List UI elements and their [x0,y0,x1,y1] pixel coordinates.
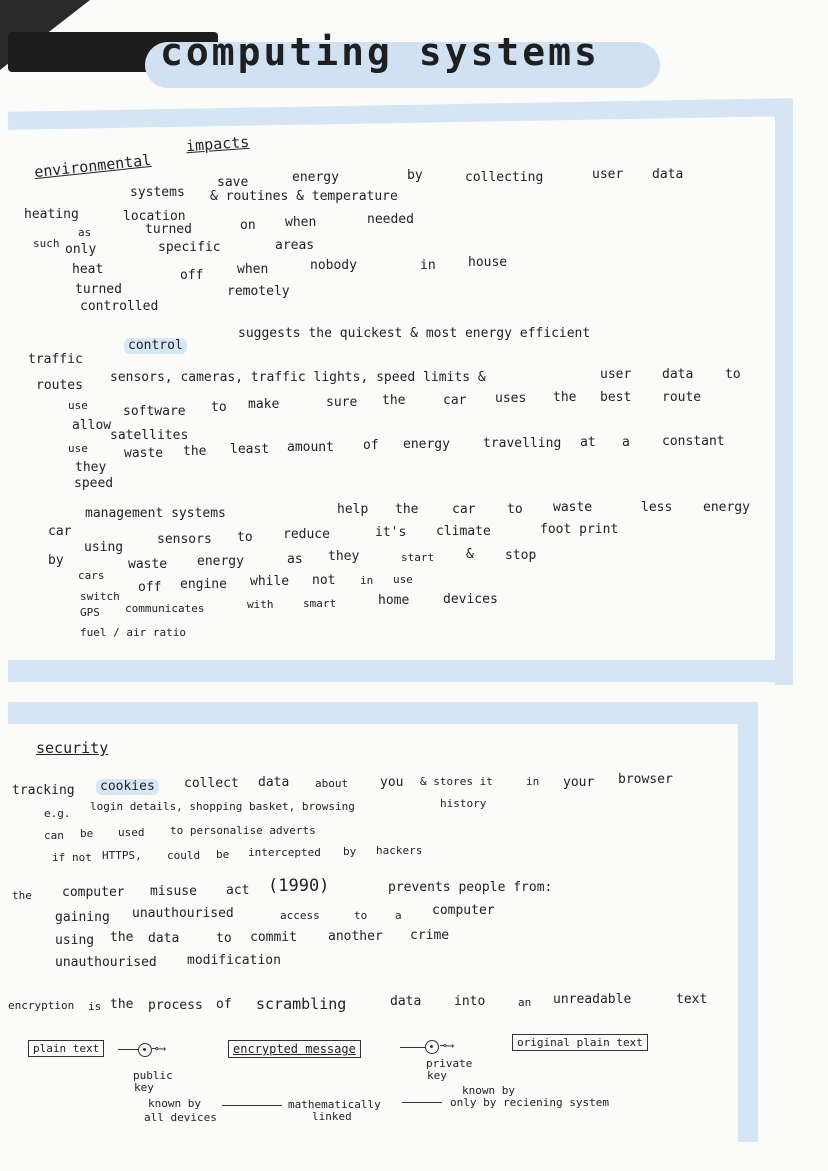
text: the [553,390,577,405]
env-box-right [775,105,793,685]
text: not [312,573,336,588]
text: e.g. [44,807,71,820]
text: at [580,435,596,450]
text: misuse [150,884,197,899]
text: specific [158,240,221,255]
text: the [382,393,406,408]
text: least [230,442,270,457]
link-line [402,1102,442,1103]
text: into [454,994,486,1009]
text: travelling [483,436,562,451]
text: hackers [376,844,423,857]
text: areas [275,238,315,253]
text: with [247,598,274,611]
text: only [65,242,97,257]
private-key-icon [425,1040,439,1054]
text: the [395,502,419,517]
text: be [80,827,94,840]
security-heading: security [36,739,109,757]
public-key-icon [138,1043,152,1057]
text: known by [462,1084,515,1097]
text: user [592,167,624,182]
text: help [337,502,369,517]
env-box-bottom [8,660,793,682]
text: car [443,393,467,408]
text: to [216,931,232,946]
text: intercepted [248,846,321,859]
text: energy [703,500,750,515]
text: software [123,404,186,419]
text: heat [72,262,104,277]
link-line [222,1105,282,1106]
text: key [427,1069,447,1082]
original-text-box: original plain text [512,1034,648,1051]
plain-text-box: plain text [28,1040,104,1057]
text: in [360,574,374,587]
text: cookies [96,779,159,795]
text: location [123,209,186,224]
text: nobody [310,258,357,273]
text: speed [74,476,114,491]
text: & [466,547,474,562]
text: the [183,444,207,459]
text: of [363,438,379,453]
text: the [110,930,134,945]
text: devices [443,592,498,607]
text: access [280,909,320,922]
text: start [401,551,435,564]
text: best [600,390,632,405]
text: collecting [465,170,544,185]
text: sensors, cameras, traffic lights, speed limits & [110,370,486,385]
text: communicates [125,602,205,615]
text: waste [553,500,593,515]
text: only by reciening system [450,1096,609,1109]
text: GPS [80,606,100,619]
text: data [148,931,180,946]
text: to [237,530,253,545]
text: off [180,268,204,283]
text: your [563,775,595,790]
text: computer [432,903,495,918]
text: engine [180,577,227,592]
text: a [622,435,630,450]
text: you [380,775,404,790]
text: off [138,580,162,595]
text: an [518,996,532,1009]
sec-box-top [8,702,758,724]
text: modification [187,953,281,968]
text: all devices [144,1111,217,1124]
text: key [134,1081,154,1094]
text: stop [505,548,537,563]
text: in [526,775,540,788]
text: if [52,851,66,864]
env-heading-2: impacts [185,132,250,156]
text: as [287,552,303,567]
text: suggests the quickest & most energy efficient [238,326,591,341]
text: such [33,237,60,250]
text: known by [148,1097,201,1110]
text: reduce [283,527,330,542]
text: amount [287,440,334,455]
text: scrambling [256,995,347,1013]
text: act [226,883,250,898]
text: sensors [157,532,212,547]
text: the [12,889,32,902]
encrypted-message-box: encrypted message [228,1040,361,1058]
text: uses [495,391,527,406]
text: (1990) [268,876,330,896]
sec-box-right [738,702,758,1142]
arrow [400,1047,425,1048]
text: fuel / air ratio [80,626,186,639]
text: by [407,168,423,183]
text: controlled [80,299,159,314]
text: switch [80,590,120,603]
text: unreadable [553,992,632,1007]
text: climate [436,524,491,539]
text: crime [410,928,450,943]
text: management systems [85,506,226,521]
text: be [216,848,230,861]
text: allow [72,418,112,433]
text: used [118,826,145,839]
text: not [72,851,92,864]
text: use [68,399,88,412]
text: as [78,226,92,239]
text: is [88,1000,102,1013]
text: about [315,777,349,790]
text: data [652,167,684,182]
text: by [343,845,357,858]
text: data [258,775,290,790]
heating-label: heating [24,207,79,222]
text: using [55,933,95,948]
text: foot print [540,522,619,537]
text: HTTPS, [102,849,142,862]
arrow [118,1049,138,1050]
text: history [440,797,487,810]
text: unauthourised [132,906,234,921]
text: mathematically [288,1098,381,1111]
arrow-icon: ⊸⟶ [440,1039,454,1052]
text: turned [75,282,122,297]
text: when [237,262,269,277]
env-box-top [8,98,793,130]
text: public [133,1069,173,1082]
text: by [48,553,64,568]
text: on [240,218,256,233]
text: smart [303,597,337,610]
text: constant [662,434,725,449]
text: systems [130,185,185,200]
text: linked [312,1110,352,1123]
text: & routines & temperature [210,189,398,204]
text: remotely [227,284,290,299]
text: computer [62,885,125,900]
text: energy [403,437,450,452]
text: cars [78,569,105,582]
text: waste [124,446,164,461]
text: of [216,997,232,1012]
text: car [452,502,476,517]
text: collect [184,776,239,791]
text: data [662,367,694,382]
text: make [248,397,280,412]
text: browser [618,772,673,787]
text: they [328,549,360,564]
text: tracking [12,783,75,798]
text: to [211,400,227,415]
text: waste [128,557,168,572]
text: login details, shopping basket, browsing [90,800,355,813]
text: text [676,992,708,1007]
text: unauthourised [55,955,157,970]
text: energy [292,170,339,185]
text: home [378,593,410,608]
text: route [662,390,702,405]
text: to [725,367,741,382]
text: to [354,909,368,922]
text: use [68,442,88,455]
text: when [285,215,317,230]
text: the [110,997,134,1012]
text: gaining [55,910,110,925]
text: use [393,573,413,586]
text: data [390,994,422,1009]
text: to [507,502,523,517]
env-heading-1: environmental [33,150,153,182]
text: private [426,1057,473,1070]
text: control [124,338,187,354]
text: to personalise adverts [170,824,316,837]
text: save [217,175,249,190]
page-title: computing systems [160,30,600,74]
text: sure [326,395,358,410]
text: using [84,540,124,555]
text: they [75,460,107,475]
car-label: car [48,524,72,539]
text: & stores it [420,775,493,788]
text: a [395,909,402,922]
text: needed [367,212,414,227]
text: satellites [110,428,189,443]
text: process [148,998,203,1013]
text: in [420,258,436,273]
text: energy [197,554,244,569]
text: turned [145,222,192,237]
text: prevents people from: [388,880,553,895]
text: routes [36,378,83,393]
text: less [641,500,673,515]
text: commit [250,930,297,945]
text: another [328,929,383,944]
traffic-label: traffic [28,352,83,367]
text: could [167,849,201,862]
text: encryption [8,999,75,1012]
arrow-icon: ⊸⟶ [152,1042,166,1055]
text: can [44,829,64,842]
text: house [468,255,508,270]
text: while [250,574,290,589]
text: user [600,367,632,382]
text: it's [375,525,407,540]
